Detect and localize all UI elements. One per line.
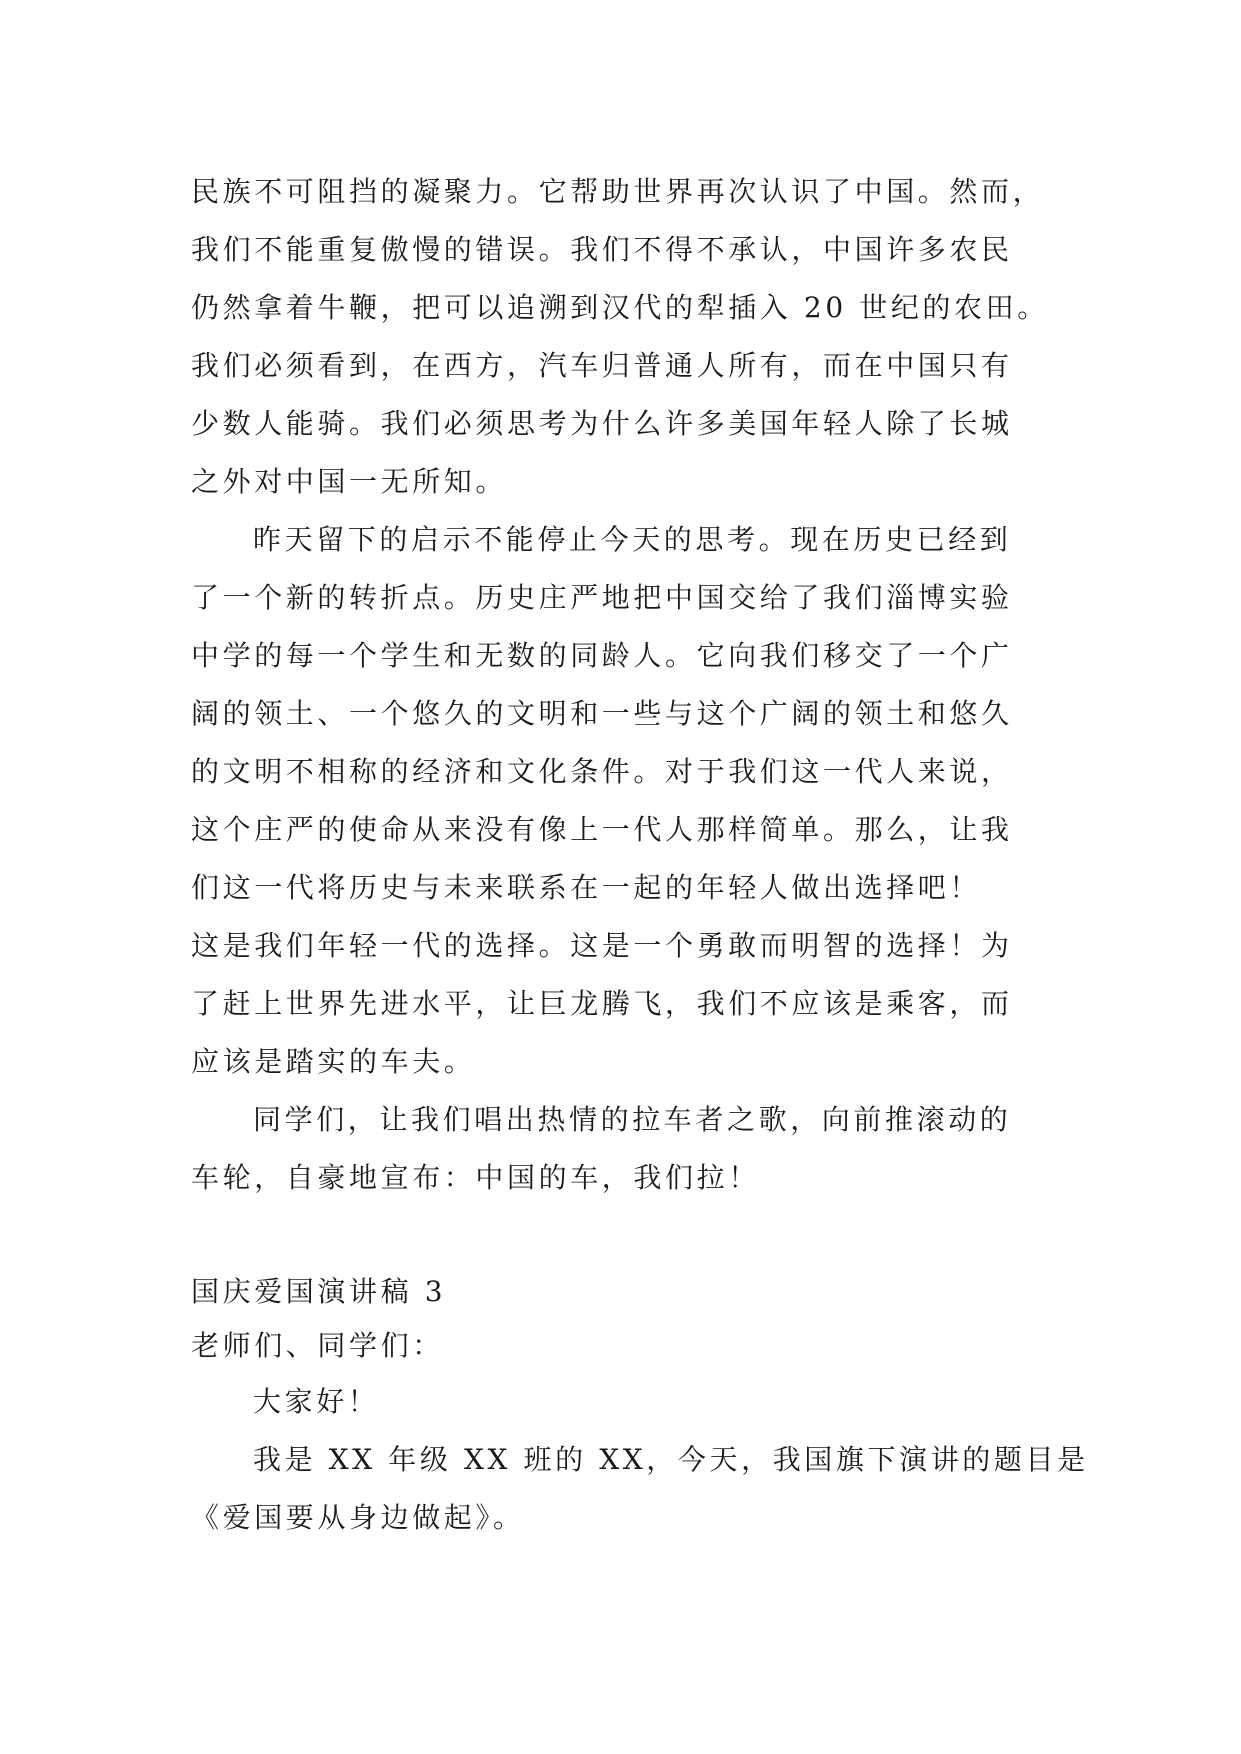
body-line: 了赶上世界先进水平，让巨龙腾飞，我们不应该是乘客，而 xyxy=(191,987,1013,1020)
speech-topic: 《爱国要从身边做起》。 xyxy=(191,1501,525,1534)
body-line: 们这一代将历史与未来联系在一起的年轻人做出选择吧！ xyxy=(191,871,982,904)
body-line: 了一个新的转折点。历史庄严地把中国交给了我们淄博实验 xyxy=(191,581,1013,614)
body-line: 这是我们年轻一代的选择。这是一个勇敢而明智的选择！为 xyxy=(191,929,1013,962)
body-line: 我们必须看到，在西方，汽车归普通人所有，而在中国只有 xyxy=(191,349,1013,382)
body-line: 民族不可阻挡的凝聚力。它帮助世界再次认识了中国。然而， xyxy=(191,175,1045,208)
body-line: 车轮，自豪地宣布：中国的车，我们拉！ xyxy=(191,1161,760,1194)
body-line: 同学们，让我们唱出热情的拉车者之歌，向前推滚动的 xyxy=(253,1103,1012,1136)
body-line: 少数人能骑。我们必须思考为什么许多美国年轻人除了长城 xyxy=(191,407,1013,440)
body-line: 昨天留下的启示不能停止今天的思考。现在历史已经到 xyxy=(253,523,1012,556)
section-title: 国庆爱国演讲稿 3 xyxy=(191,1275,447,1308)
greeting: 大家好！ xyxy=(253,1385,380,1418)
body-line: 中学的每一个学生和无数的同龄人。它向我们移交了一个广 xyxy=(191,639,1013,672)
intro-line: 我是 XX 年级 XX 班的 XX，今天，我国旗下演讲的题目是 xyxy=(253,1443,1089,1476)
body-line: 阔的领土、一个悠久的文明和一些与这个广阔的领土和悠久 xyxy=(191,697,1013,730)
body-line: 的文明不相称的经济和文化条件。对于我们这一代人来说， xyxy=(191,755,1013,788)
speech-section-3 xyxy=(191,1265,1089,1547)
body-line: 仍然拿着牛鞭，把可以追溯到汉代的犁插入 20 世纪的农田。 xyxy=(191,291,1049,324)
speech-body xyxy=(191,163,1051,1207)
body-line: 之外对中国一无所知。 xyxy=(191,465,508,498)
body-line: 这个庄严的使命从来没有像上一代人那样简单。那么，让我 xyxy=(191,813,1013,846)
body-line: 我们不能重复傲慢的错误。我们不得不承认，中国许多农民 xyxy=(191,233,1013,266)
salutation: 老师们、同学们： xyxy=(191,1329,444,1362)
body-line: 应该是踏实的车夫。 xyxy=(191,1045,476,1078)
